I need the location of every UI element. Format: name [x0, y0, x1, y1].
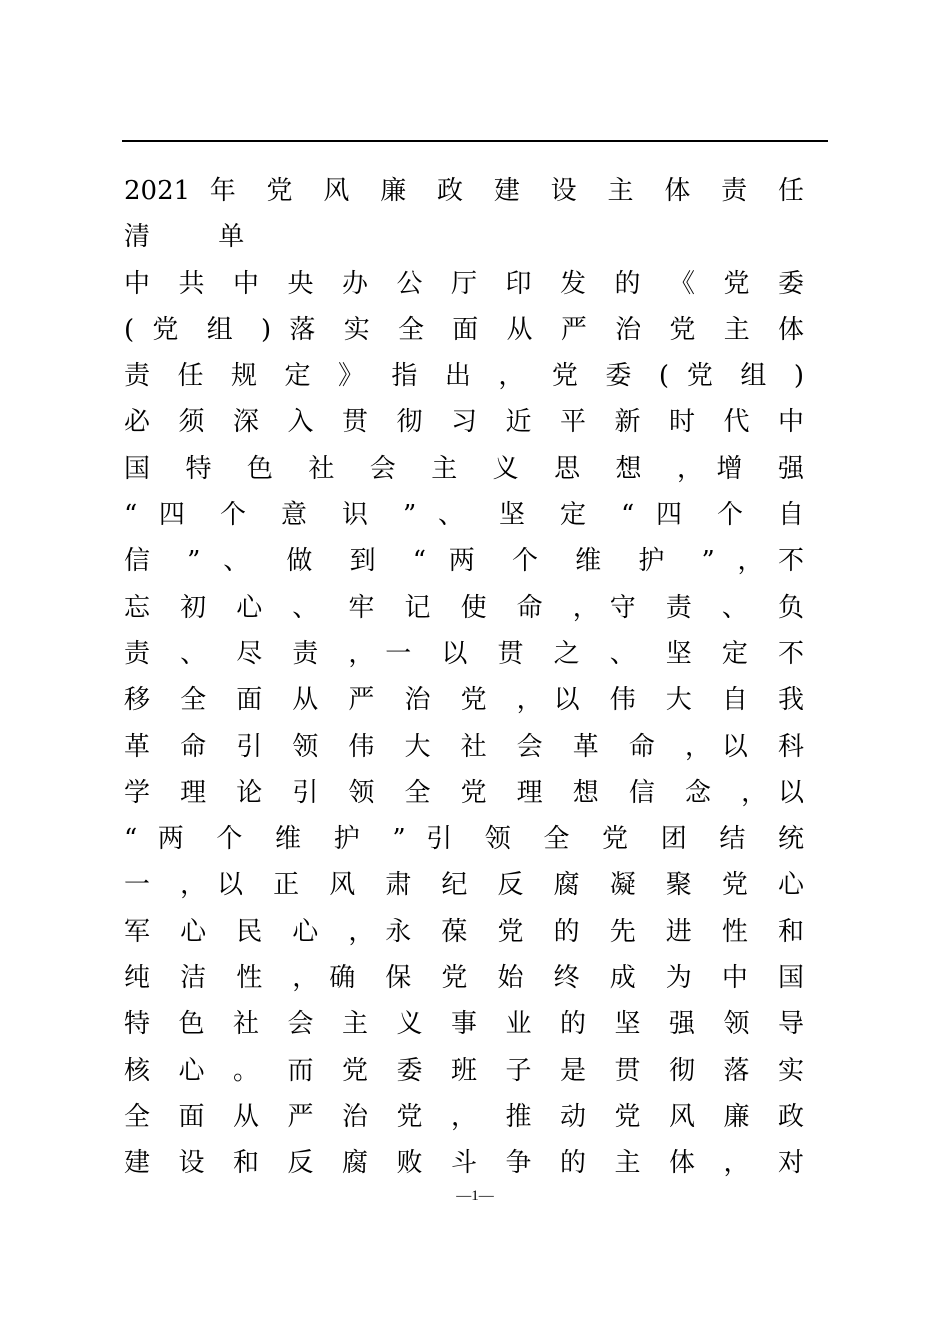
body-line: 革 命 引 领 伟 大 社 会 革 命 ，以 科 — [124, 731, 804, 762]
title-line: 2021 年 党 风 廉 政 建 设 主 体 责 任 — [124, 176, 804, 206]
header-rule — [122, 140, 828, 142]
body-line: 特 色 社 会 主 义 事 业 的 坚 强 领 导 — [124, 1009, 804, 1040]
page-number: —1— — [456, 1188, 494, 1204]
body-line: “ 四 个 意 识 ” 、 坚 定 “ 四 个 自 — [124, 500, 804, 531]
body-line: 中 共 中 央 办 公 厅 印 发 的 《 党 委 — [124, 268, 804, 299]
title-line: 清 单 — [124, 222, 275, 253]
body-line: 核 心 。 而 党 委 班 子 是 贯 彻 落 实 — [124, 1055, 804, 1086]
body-line: 必 须 深 入 贯 彻 习 近 平 新 时 代 中 — [124, 407, 804, 438]
body-line: ( 党 组 ) 落 实 全 面 从 严 治 党 主 体 — [124, 314, 804, 345]
body-line: 学 理 论 引 领 全 党 理 想 信 念 ，以 — [124, 777, 804, 808]
body-line: 全 面 从 严 治 党 ， 推 动 党 风 廉 政 — [124, 1101, 804, 1132]
body-line: 责 任 规 定 》 指 出 ， 党 委 ( 党 组 ) — [124, 361, 804, 392]
body-line: 移 全 面 从 严 治 党 ，以 伟 大 自 我 — [124, 685, 804, 716]
body-line: “ 两 个 维 护 ” 引 领 全 党 团 结 统 — [124, 824, 804, 855]
body-line: 建 设 和 反 腐 败 斗 争 的 主 体 ， 对 — [124, 1148, 804, 1179]
body-line: 责 、 尽 责 ，一 以 贯 之 、 坚 定 不 — [124, 638, 804, 669]
body-line: 纯 洁 性 ，确 保 党 始 终 成 为 中 国 — [124, 963, 804, 994]
body-line: 军 心 民 心 ，永 葆 党 的 先 进 性 和 — [124, 916, 804, 947]
body-line: 国 特 色 社 会 主 义 思 想 ，增 强 — [124, 453, 804, 484]
body-line: 忘 初 心 、 牢 记 使 命 ，守 责 、 负 — [124, 592, 804, 623]
body-line: 信 ” 、 做 到 “ 两 个 维 护 ” ，不 — [124, 546, 804, 577]
document-body — [124, 168, 804, 1187]
body-line: 一 ，以 正 风 肃 纪 反 腐 凝 聚 党 心 — [124, 870, 804, 901]
